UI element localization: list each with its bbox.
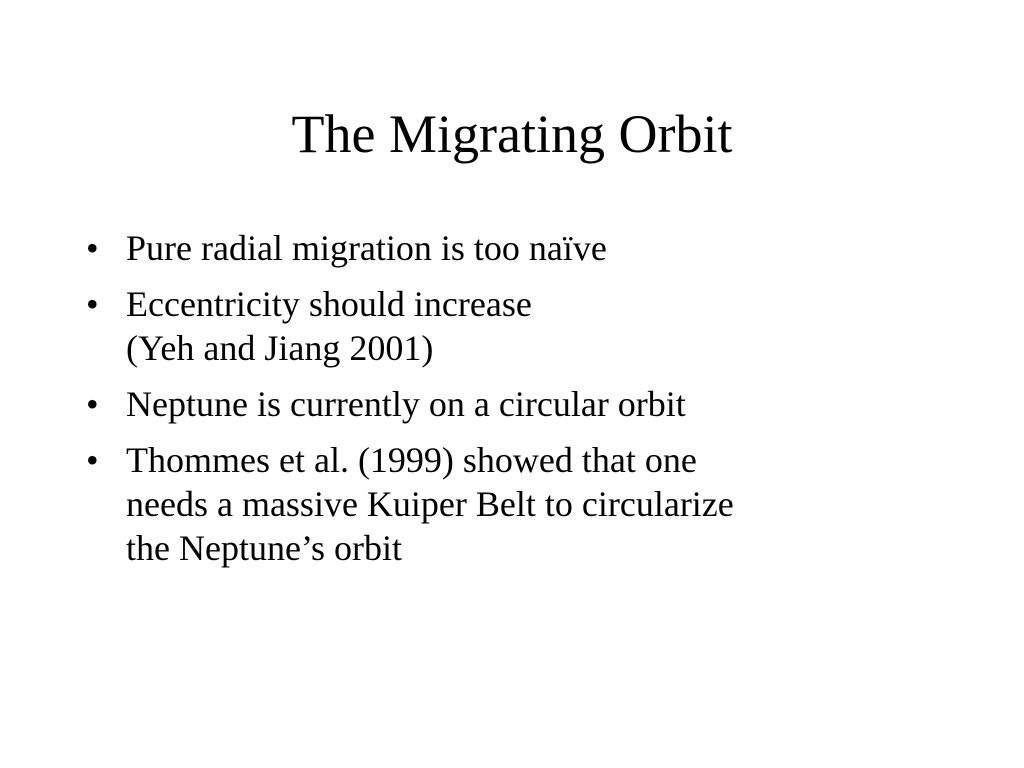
bullet-item-radial-migration: [86, 226, 946, 270]
bullet-icon: •: [86, 384, 99, 424]
bullet-list: [86, 226, 946, 582]
bullet-icon: •: [86, 228, 99, 268]
bullet-text: Neptune is currently on a circular orbit: [126, 384, 686, 424]
bullet-icon: •: [86, 284, 99, 324]
slide-title: The Migrating Orbit: [291, 104, 733, 164]
bullet-item-neptune-orbit: [86, 382, 946, 426]
bullet-text: Pure radial migration is too naïve: [126, 228, 607, 268]
bullet-text-citation: (Yeh and Jiang 2001): [126, 328, 434, 368]
bullet-icon: •: [86, 440, 99, 480]
bullet-item-eccentricity: [86, 282, 946, 370]
bullet-text: Thommes et al. (1999) showed that one: [126, 440, 697, 480]
bullet-text: the Neptune’s orbit: [126, 528, 402, 568]
bullet-text: Eccentricity should increase: [126, 284, 532, 324]
bullet-item-thommes: [86, 438, 946, 570]
bullet-text: needs a massive Kuiper Belt to circularize: [126, 484, 734, 524]
